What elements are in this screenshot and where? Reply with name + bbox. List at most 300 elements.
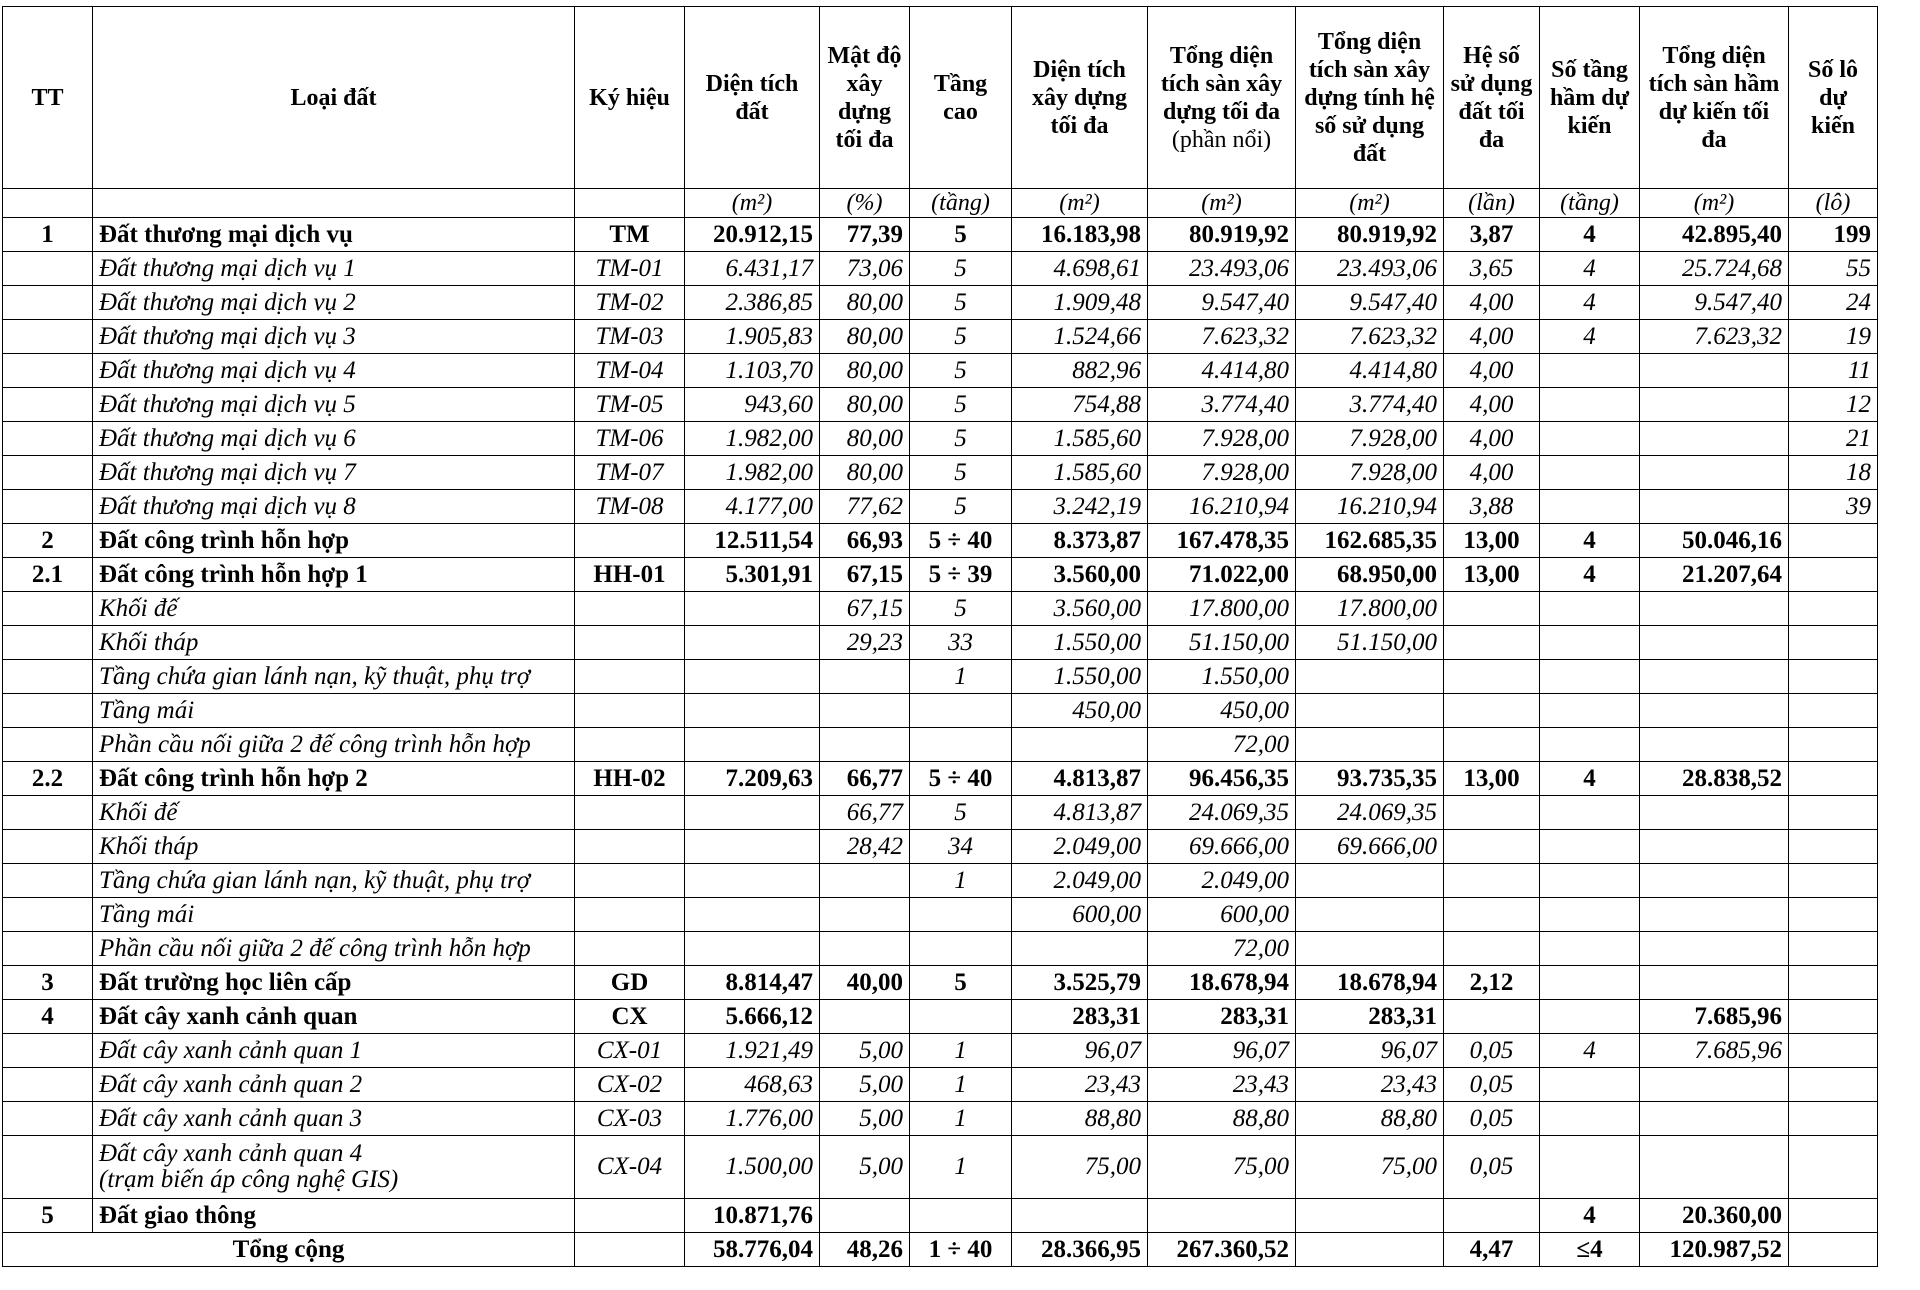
cell-area: 4.177,00 [685,490,820,524]
cell-density: 80,00 [820,354,910,388]
cell-build-area [1012,1199,1148,1233]
cell-floors: 5 [910,286,1012,320]
cell-floors [910,932,1012,966]
cell-floors: 33 [910,626,1012,660]
cell-build-area: 754,88 [1012,388,1148,422]
cell-tt [3,728,93,762]
cell-land-type: Đất thương mại dịch vụ 6 [93,422,575,456]
cell-floors: 5 [910,592,1012,626]
cell-basement-area: 25.724,68 [1640,252,1789,286]
cell-tt [3,898,93,932]
cell-ratio [1444,592,1540,626]
cell-basement: 4 [1540,524,1640,558]
cell-land-type: Đất thương mại dịch vụ 2 [93,286,575,320]
table-row [3,524,1878,558]
cell-code: CX-02 [575,1068,685,1102]
cell-density: 80,00 [820,388,910,422]
cell-tt: 4 [3,1000,93,1034]
cell-land-type: Đất cây xanh cảnh quan 2 [93,1068,575,1102]
cell-code [575,1233,685,1267]
cell-lots [1789,1136,1878,1199]
table-row [3,694,1878,728]
cell-floor-area: 9.547,40 [1148,286,1296,320]
cell-lots: 55 [1789,252,1878,286]
cell-basement-area [1640,490,1789,524]
cell-lots [1789,694,1878,728]
cell-basement [1540,796,1640,830]
cell-ratio: 4,00 [1444,320,1540,354]
cell-density [820,694,910,728]
cell-land-type: Khối đế [93,592,575,626]
cell-ratio: 3,87 [1444,218,1540,252]
table-row [3,762,1878,796]
cell-build-area: 450,00 [1012,694,1148,728]
cell-ratio [1444,728,1540,762]
cell-floor-area-hs: 69.666,00 [1296,830,1444,864]
cell-floor-area-hs [1296,728,1444,762]
cell-basement-area [1640,1068,1789,1102]
cell-build-area: 1.585,60 [1012,456,1148,490]
land-type-line-1: Đất cây xanh cảnh quan 4 [99,1140,363,1167]
total-basement-area: 120.987,52 [1640,1233,1789,1267]
cell-basement-area: 28.838,52 [1640,762,1789,796]
cell-density [820,898,910,932]
cell-land-type: Đất công trình hỗn hợp 2 [93,762,575,796]
cell-density: 5,00 [820,1102,910,1136]
cell-density: 66,77 [820,762,910,796]
cell-area [685,932,820,966]
cell-floor-area: 17.800,00 [1148,592,1296,626]
cell-floor-area-hs: 283,31 [1296,1000,1444,1034]
cell-floor-area-hs [1296,932,1444,966]
cell-floor-area-hs: 18.678,94 [1296,966,1444,1000]
cell-ratio: 0,05 [1444,1136,1540,1199]
header-loai-dat: Loại đất [93,7,575,189]
total-lots [1789,1233,1878,1267]
header-tong-dt-ham: Tổng diện tích sàn hầm dự kiến tối đa [1640,7,1789,189]
cell-code [575,864,685,898]
cell-code: CX [575,1000,685,1034]
cell-floors [910,728,1012,762]
cell-basement-area: 9.547,40 [1640,286,1789,320]
cell-density: 66,77 [820,796,910,830]
header-tong-dt-san-main: Tổng diện tích sàn xây dựng tối đa [1160,42,1283,125]
cell-ratio [1444,864,1540,898]
cell-code [575,830,685,864]
cell-floor-area: 71.022,00 [1148,558,1296,592]
cell-basement-area: 50.046,16 [1640,524,1789,558]
cell-code [575,1199,685,1233]
cell-tt: 3 [3,966,93,1000]
cell-land-type: Đất giao thông [93,1199,575,1233]
cell-density [820,1000,910,1034]
cell-floor-area-hs: 51.150,00 [1296,626,1444,660]
cell-basement [1540,626,1640,660]
cell-area: 5.301,91 [685,558,820,592]
cell-density: 28,42 [820,830,910,864]
header-so-tang-ham: Số tầng hầm dự kiến [1540,7,1640,189]
cell-lots [1789,524,1878,558]
unit-cell: (m²) [1296,189,1444,218]
cell-floor-area: 16.210,94 [1148,490,1296,524]
cell-land-type: Đất thương mại dịch vụ 4 [93,354,575,388]
cell-basement-area [1640,830,1789,864]
cell-land-type: Tầng mái [93,898,575,932]
cell-floor-area: 23,43 [1148,1068,1296,1102]
cell-area: 1.905,83 [685,320,820,354]
header-tt: TT [3,7,93,189]
cell-basement-area [1640,422,1789,456]
cell-basement [1540,1136,1640,1199]
cell-lots [1789,796,1878,830]
cell-ratio [1444,1199,1540,1233]
cell-code: CX-04 [575,1136,685,1199]
cell-lots [1789,592,1878,626]
header-tong-dt-san-hs: Tổng diện tích sàn xây dựng tính hệ số sử dụng đất [1296,7,1444,189]
cell-floor-area: 72,00 [1148,932,1296,966]
cell-build-area: 8.373,87 [1012,524,1148,558]
cell-floor-area-hs: 17.800,00 [1296,592,1444,626]
header-dien-tich-dat: Diện tích đất [685,7,820,189]
cell-ratio: 2,12 [1444,966,1540,1000]
header-tang-cao: Tầng cao [910,7,1012,189]
cell-build-area: 3.560,00 [1012,558,1148,592]
cell-area [685,660,820,694]
cell-lots [1789,966,1878,1000]
cell-code: CX-01 [575,1034,685,1068]
cell-floors: 5 [910,490,1012,524]
cell-code: TM [575,218,685,252]
cell-basement-area [1640,456,1789,490]
cell-land-type [93,1136,575,1199]
cell-basement [1540,932,1640,966]
cell-land-type: Đất thương mại dịch vụ [93,218,575,252]
cell-density: 5,00 [820,1034,910,1068]
cell-floors: 5 ÷ 40 [910,524,1012,558]
cell-area [685,898,820,932]
cell-tt: 5 [3,1199,93,1233]
cell-floor-area: 7.928,00 [1148,422,1296,456]
cell-area: 1.982,00 [685,456,820,490]
cell-code: CX-03 [575,1102,685,1136]
cell-density [820,728,910,762]
cell-floor-area-hs: 88,80 [1296,1102,1444,1136]
cell-floor-area: 1.550,00 [1148,660,1296,694]
cell-floors: 5 [910,320,1012,354]
cell-basement-area: 7.685,96 [1640,1000,1789,1034]
cell-area [685,626,820,660]
cell-floor-area-hs: 4.414,80 [1296,354,1444,388]
cell-basement-area: 7.685,96 [1640,1034,1789,1068]
cell-floor-area-hs: 9.547,40 [1296,286,1444,320]
table-row [3,388,1878,422]
cell-code: TM-03 [575,320,685,354]
cell-tt [3,694,93,728]
cell-basement: 4 [1540,1034,1640,1068]
cell-floors: 5 [910,218,1012,252]
cell-code [575,524,685,558]
cell-area: 943,60 [685,388,820,422]
total-floors: 1 ÷ 40 [910,1233,1012,1267]
cell-density [820,1199,910,1233]
cell-floor-area: 96.456,35 [1148,762,1296,796]
cell-build-area: 16.183,98 [1012,218,1148,252]
header-tong-dt-san-sub: (phần nổi) [1171,126,1272,153]
table-row [3,932,1878,966]
cell-code: HH-02 [575,762,685,796]
table-row [3,592,1878,626]
cell-floor-area: 450,00 [1148,694,1296,728]
header-dien-tich-xd: Diện tích xây dựng tối đa [1012,7,1148,189]
cell-density: 29,23 [820,626,910,660]
table-row [3,490,1878,524]
cell-basement [1540,388,1640,422]
cell-area [685,592,820,626]
cell-tt [3,252,93,286]
cell-density [820,660,910,694]
cell-area: 6.431,17 [685,252,820,286]
cell-build-area: 1.550,00 [1012,660,1148,694]
cell-land-type: Đất thương mại dịch vụ 3 [93,320,575,354]
cell-tt [3,456,93,490]
unit-cell: (lô) [1789,189,1878,218]
unit-cell: (m²) [1148,189,1296,218]
cell-density: 67,15 [820,592,910,626]
cell-lots [1789,1068,1878,1102]
cell-lots: 12 [1789,388,1878,422]
cell-floor-area-hs: 7.928,00 [1296,456,1444,490]
cell-area: 7.209,63 [685,762,820,796]
table-row [3,286,1878,320]
cell-area [685,864,820,898]
cell-lots [1789,830,1878,864]
cell-basement [1540,1068,1640,1102]
cell-ratio: 0,05 [1444,1068,1540,1102]
unit-cell: (m²) [685,189,820,218]
cell-code: TM-06 [575,422,685,456]
cell-build-area: 4.813,87 [1012,796,1148,830]
total-basement: ≤4 [1540,1233,1640,1267]
cell-floor-area-hs [1296,898,1444,932]
cell-basement-area [1640,388,1789,422]
cell-land-type: Khối tháp [93,830,575,864]
cell-basement [1540,354,1640,388]
cell-ratio: 0,05 [1444,1102,1540,1136]
cell-floor-area-hs: 24.069,35 [1296,796,1444,830]
cell-code: TM-08 [575,490,685,524]
table-body [3,218,1878,1233]
cell-floor-area-hs: 75,00 [1296,1136,1444,1199]
cell-ratio: 4,00 [1444,286,1540,320]
total-area: 58.776,04 [685,1233,820,1267]
header-mat-do: Mật độ xây dựng tối đa [820,7,910,189]
table-row [3,796,1878,830]
cell-ratio: 4,00 [1444,354,1540,388]
cell-lots [1789,1034,1878,1068]
cell-land-type: Khối đế [93,796,575,830]
cell-ratio [1444,932,1540,966]
cell-basement-area [1640,626,1789,660]
cell-basement-area: 7.623,32 [1640,320,1789,354]
cell-floor-area-hs [1296,864,1444,898]
cell-floors: 5 [910,354,1012,388]
cell-tt: 2.2 [3,762,93,796]
cell-code [575,898,685,932]
unit-cell: (m²) [1012,189,1148,218]
unit-cell: (lần) [1444,189,1540,218]
cell-basement [1540,592,1640,626]
cell-basement-area [1640,932,1789,966]
cell-ratio: 4,00 [1444,388,1540,422]
cell-basement-area [1640,592,1789,626]
cell-tt [3,796,93,830]
cell-build-area: 283,31 [1012,1000,1148,1034]
cell-basement-area: 21.207,64 [1640,558,1789,592]
cell-land-type: Đất cây xanh cảnh quan 3 [93,1102,575,1136]
cell-build-area: 3.242,19 [1012,490,1148,524]
cell-build-area: 1.550,00 [1012,626,1148,660]
cell-floor-area: 88,80 [1148,1102,1296,1136]
cell-density: 67,15 [820,558,910,592]
cell-tt: 2.1 [3,558,93,592]
cell-floors [910,1000,1012,1034]
cell-basement: 4 [1540,320,1640,354]
cell-floors: 1 [910,864,1012,898]
table-header [3,7,1878,218]
cell-floor-area-hs: 23,43 [1296,1068,1444,1102]
cell-ratio: 4,00 [1444,422,1540,456]
cell-basement [1540,728,1640,762]
unit-blank [93,189,575,218]
cell-basement-area [1640,796,1789,830]
cell-density [820,864,910,898]
cell-basement-area [1640,354,1789,388]
cell-area: 1.921,49 [685,1034,820,1068]
cell-floor-area: 18.678,94 [1148,966,1296,1000]
units-row [3,189,1878,218]
unit-blank [575,189,685,218]
cell-lots: 199 [1789,218,1878,252]
cell-area: 1.776,00 [685,1102,820,1136]
cell-floor-area: 2.049,00 [1148,864,1296,898]
cell-ratio [1444,796,1540,830]
cell-floor-area: 24.069,35 [1148,796,1296,830]
table-row [3,354,1878,388]
land-use-table [2,6,1878,1267]
cell-basement: 4 [1540,286,1640,320]
table-row [3,1000,1878,1034]
cell-lots [1789,932,1878,966]
cell-floor-area: 72,00 [1148,728,1296,762]
cell-ratio: 13,00 [1444,762,1540,796]
cell-area: 2.386,85 [685,286,820,320]
cell-basement-area [1640,728,1789,762]
cell-tt [3,592,93,626]
cell-floor-area: 7.623,32 [1148,320,1296,354]
cell-basement-area [1640,864,1789,898]
cell-land-type: Đất công trình hỗn hợp [93,524,575,558]
cell-floor-area [1148,1199,1296,1233]
cell-floors: 5 [910,252,1012,286]
cell-code [575,932,685,966]
table-row [3,320,1878,354]
cell-area: 1.982,00 [685,422,820,456]
cell-lots [1789,1199,1878,1233]
cell-floors: 1 [910,1102,1012,1136]
unit-cell: (tầng) [1540,189,1640,218]
cell-floors: 5 ÷ 40 [910,762,1012,796]
cell-area: 8.814,47 [685,966,820,1000]
cell-floor-area-hs: 7.928,00 [1296,422,1444,456]
cell-density: 80,00 [820,320,910,354]
cell-land-type: Tầng mái [93,694,575,728]
cell-tt [3,320,93,354]
cell-basement [1540,422,1640,456]
table-row [3,1102,1878,1136]
cell-basement [1540,1000,1640,1034]
cell-ratio: 3,65 [1444,252,1540,286]
cell-land-type: Phần cầu nối giữa 2 đế công trình hỗn hợp [93,932,575,966]
cell-lots [1789,1000,1878,1034]
table-row [3,1136,1878,1199]
cell-basement [1540,1102,1640,1136]
cell-area: 1.103,70 [685,354,820,388]
cell-area [685,694,820,728]
cell-basement-area [1640,966,1789,1000]
cell-lots: 24 [1789,286,1878,320]
cell-land-type: Đất thương mại dịch vụ 7 [93,456,575,490]
cell-basement-area: 20.360,00 [1640,1199,1789,1233]
cell-density: 5,00 [820,1068,910,1102]
cell-build-area: 1.909,48 [1012,286,1148,320]
cell-build-area: 96,07 [1012,1034,1148,1068]
cell-tt [3,660,93,694]
cell-land-type: Tầng chứa gian lánh nạn, kỹ thuật, phụ trợ [93,660,575,694]
cell-basement: 4 [1540,558,1640,592]
cell-build-area: 4.698,61 [1012,252,1148,286]
cell-build-area [1012,932,1148,966]
cell-floors: 5 [910,796,1012,830]
cell-basement [1540,830,1640,864]
table-row [3,864,1878,898]
cell-floor-area-hs: 68.950,00 [1296,558,1444,592]
cell-lots: 11 [1789,354,1878,388]
unit-cell: (m²) [1640,189,1789,218]
cell-tt [3,388,93,422]
cell-build-area: 75,00 [1012,1136,1148,1199]
cell-floor-area: 23.493,06 [1148,252,1296,286]
cell-floor-area: 7.928,00 [1148,456,1296,490]
cell-lots: 19 [1789,320,1878,354]
cell-density: 80,00 [820,456,910,490]
cell-floor-area-hs: 16.210,94 [1296,490,1444,524]
cell-ratio: 13,00 [1444,524,1540,558]
cell-build-area: 2.049,00 [1012,830,1148,864]
cell-build-area: 600,00 [1012,898,1148,932]
header-ky-hieu: Ký hiệu [575,7,685,189]
cell-area [685,796,820,830]
cell-code [575,728,685,762]
cell-ratio: 4,00 [1444,456,1540,490]
table-row [3,218,1878,252]
table-row [3,252,1878,286]
cell-basement: 4 [1540,762,1640,796]
cell-basement [1540,456,1640,490]
cell-floors: 1 [910,1034,1012,1068]
cell-density: 66,93 [820,524,910,558]
cell-area [685,728,820,762]
cell-code: TM-02 [575,286,685,320]
